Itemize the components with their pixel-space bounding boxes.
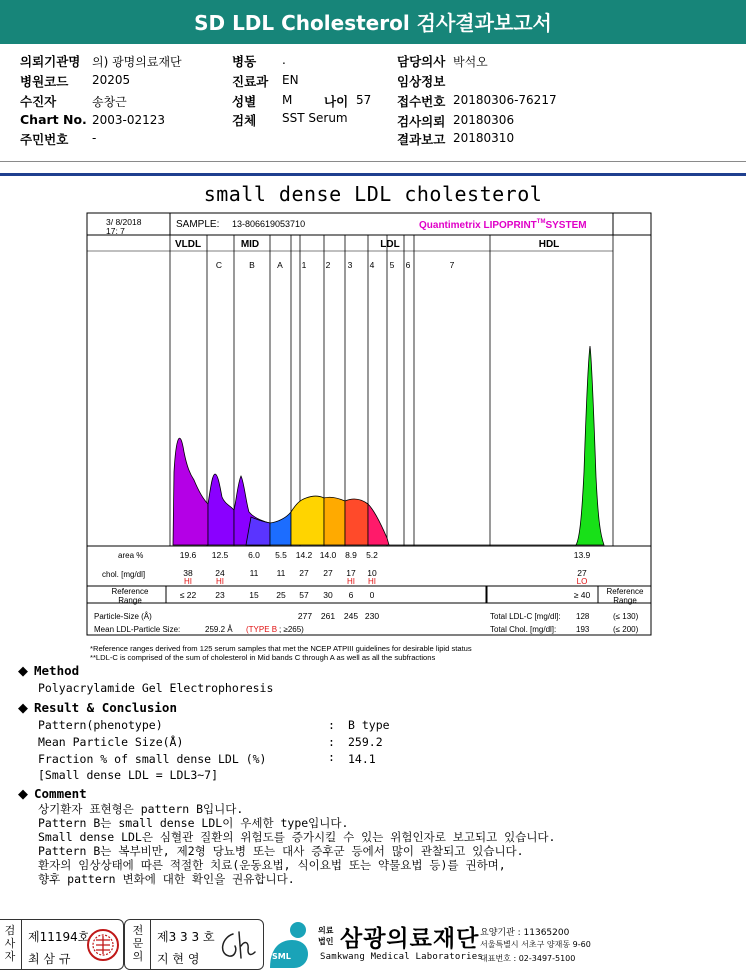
examiner-label: 검사자: [4, 924, 16, 963]
sample-label: SAMPLE:: [176, 219, 220, 230]
total-ldl-label: Total LDL-C [mg/dl]:: [490, 612, 561, 621]
system-tm: TM: [536, 219, 546, 225]
size-label: Mean Particle Size(Å): [38, 735, 184, 749]
flag-value: LO: [576, 577, 588, 586]
comment-line: 환자의 임상상태에 따른 적절한 치료(운동요법, 식이요법 또는 약물요법 등)를 권하며,: [38, 858, 506, 872]
mean-size-value: 259.2 Å: [205, 625, 233, 634]
area-value: 12.5: [211, 550, 229, 560]
patient-label: 수진자: [20, 94, 57, 109]
fraction-label: Fraction % of small dense LDL (%): [38, 752, 267, 766]
examiner-name: 최 삼 규: [28, 952, 71, 966]
sml-logo-icon: [266, 918, 314, 970]
particle-size-value: 245: [343, 611, 359, 621]
comment-heading-text: Comment: [34, 786, 87, 801]
total-chol-value: 193: [576, 625, 590, 634]
department-value: EN: [282, 73, 299, 87]
chart-date: 3/ 8/2018: [106, 217, 142, 227]
flag-value: HI: [347, 577, 355, 586]
result-heading: [18, 700, 177, 716]
system-prefix: Quantimetrix LIPOPRINT: [419, 220, 537, 231]
doctor-value: 박석오: [453, 55, 488, 69]
result-note: [Small dense LDL = LDL3~7]: [38, 768, 219, 782]
logo-badge: SML: [272, 952, 291, 961]
total-chol-label: Total Chol. [mg/dl]:: [490, 625, 557, 634]
report-date-label: 결과보고: [397, 132, 446, 147]
particle-size-value: 230: [364, 611, 380, 621]
ref-value: 30: [323, 590, 333, 600]
diamond-icon: ◆: [18, 701, 28, 716]
ward-value: .: [282, 53, 286, 67]
divider-thick: [0, 173, 746, 176]
total-ldl-ref: (≤ 130): [613, 612, 639, 621]
hospital-code-label: 병원코드: [20, 74, 69, 89]
group-mid: MID: [240, 239, 260, 250]
band-label: B: [249, 260, 255, 270]
chol-row-label: chol. [mg/dl]: [102, 570, 146, 579]
total-chol-ref: (≤ 200): [613, 625, 639, 634]
doctor-label: 담당의사: [397, 54, 446, 69]
band-label: 4: [369, 260, 375, 270]
accession-label: 접수번호: [397, 94, 446, 109]
chol-value: 17: [346, 568, 356, 578]
total-ldl-value: 128: [576, 612, 590, 621]
institution-label: 의뢰기관명: [20, 54, 81, 69]
comment-line: Pattern B는 복부비만, 제2형 당뇨병 또는 대사 증후군 등에서 많이 관찰되고 있습니다.: [38, 844, 524, 858]
report-title: SD LDL Cholesterol 검사결과보고서: [0, 0, 746, 44]
size-value: 259.2: [348, 735, 383, 749]
logo-en: Samkwang Medical Laboratories: [320, 952, 483, 962]
chol-value: 27: [577, 568, 587, 578]
specimen-label: 검체: [232, 113, 257, 128]
chart-time: 17: 7: [106, 226, 125, 236]
comment-line: 상기환자 표현형은 pattern B입니다.: [38, 802, 244, 816]
footnote-1: *Reference ranges derived from 125 serum samples that met the NCEP ATPIII guidelines for desirable lipid status: [90, 644, 472, 653]
group-ldl: LDL: [380, 239, 400, 250]
clinical-info-label: 임상정보: [397, 74, 446, 89]
chol-value: 24: [215, 568, 225, 578]
ref-row-label2: Range: [118, 596, 142, 605]
logo-small-2: 법인: [318, 937, 334, 946]
age-label: 나이: [324, 94, 349, 109]
system-name: [419, 219, 587, 231]
ward-label: 병동: [232, 54, 257, 69]
ref-right-label2: Range: [613, 596, 637, 605]
diamond-icon: ◆: [18, 787, 28, 802]
chol-value: 11: [249, 568, 259, 578]
lipoprint-svg: [86, 212, 652, 667]
ref-value: 23: [215, 590, 225, 600]
flag-value: HI: [216, 577, 224, 586]
chol-value: 38: [183, 568, 193, 578]
ref-value: 6: [348, 590, 354, 600]
ldl-3-peak: [345, 499, 368, 545]
specialist-sep: [150, 919, 151, 970]
sex-value: M: [282, 93, 293, 107]
accession-value: 20180306-76217: [453, 93, 557, 107]
area-value: 6.0: [248, 550, 260, 560]
resident-no-label: 주민번호: [20, 132, 69, 147]
patient-info: [0, 0, 746, 160]
chart-no-label: Chart No.: [20, 112, 87, 127]
area-value: 14.2: [295, 550, 313, 560]
report-date-value: 20180310: [453, 131, 515, 145]
band-label: C: [215, 260, 223, 270]
method-heading-text: Method: [34, 663, 80, 678]
band-label: 1: [301, 260, 307, 270]
system-suffix: SYSTEM: [545, 220, 587, 231]
particle-size-label: Particle-Size (Å): [94, 612, 152, 621]
flag-value: HI: [368, 577, 376, 586]
area-value: 8.9: [345, 550, 357, 560]
chol-value: 27: [299, 568, 309, 578]
method-heading: [18, 663, 79, 679]
type-label: (TYPE B: [246, 625, 278, 634]
area-value: 14.0: [319, 550, 337, 560]
comment-line: Small dense LDL은 심혈관 질환의 위험도를 증가시킬 수 있는 위험인자로 보고되고 있습니다.: [38, 830, 556, 844]
area-value: 13.9: [573, 550, 591, 560]
institution-value: 의) 광명의료재단: [92, 55, 182, 69]
chart-title: small dense LDL cholesterol: [203, 182, 543, 206]
ref-value: 57: [299, 590, 309, 600]
band-label: 6: [405, 260, 411, 270]
area-value: 19.6: [179, 550, 197, 560]
band-label: 7: [449, 260, 455, 270]
ref-value: 15: [249, 590, 259, 600]
chol-value: 10: [367, 568, 377, 578]
lab-address: 서울특별시 서초구 양재동 9-60: [480, 940, 591, 949]
chart-no-value: 2003-02123: [92, 113, 166, 127]
request-date-label: 검사의뢰: [397, 114, 446, 129]
pattern-colon: :: [328, 718, 335, 732]
band-label: 5: [389, 260, 395, 270]
type-ref: ; ≥265): [279, 625, 304, 634]
fraction-colon: :: [328, 750, 335, 764]
band-label: 2: [325, 260, 331, 270]
area-value: 5.2: [366, 550, 378, 560]
pattern-label: Pattern(phenotype): [38, 718, 163, 732]
logo-name: 삼광의료재단: [340, 926, 480, 952]
ref-value: ≤ 22: [179, 590, 197, 600]
lipoprint-chart: [86, 212, 652, 667]
comment-line: Pattern B는 small dense LDL이 우세한 type입니다.: [38, 816, 349, 830]
band-label: 3: [347, 260, 353, 270]
particle-size-value: 277: [297, 611, 313, 621]
examiner-sep: [21, 919, 22, 970]
group-vldl: VLDL: [174, 239, 202, 250]
ref-value: 0: [369, 590, 375, 600]
comment-line: 향후 pattern 변화에 대한 확인을 권유합니다.: [38, 872, 295, 886]
request-date-value: 20180306: [453, 113, 515, 127]
diamond-icon: ◆: [18, 664, 28, 679]
examiner-no: 제11194호: [28, 930, 90, 944]
institution-code: 요양기관 : 11365200: [480, 928, 570, 938]
chol-value: 11: [276, 568, 286, 578]
size-colon: :: [328, 735, 335, 749]
age-value: 57: [356, 93, 372, 107]
particle-size-value: 261: [320, 611, 336, 621]
seal-icon: [86, 928, 120, 962]
pattern-value: B type: [348, 718, 390, 732]
specialist-name: 지 현 영: [157, 952, 200, 966]
logo-small-1: 의료: [318, 926, 334, 935]
result-heading-text: Result & Conclusion: [34, 700, 177, 715]
divider-thin: [0, 161, 746, 162]
area-row-label: area %: [118, 551, 144, 560]
sex-label: 성별: [232, 94, 257, 109]
signature-icon: [215, 928, 259, 964]
patient-value: 송창근: [92, 95, 127, 109]
hospital-code-value: 20205: [92, 73, 131, 87]
lab-phone: 대표번호 : 02-3497-5100: [480, 954, 576, 963]
ldl-2-peak: [324, 497, 345, 545]
band-label: A: [277, 260, 283, 270]
group-hdl: HDL: [538, 239, 560, 250]
resident-no-value: -: [92, 131, 97, 145]
sample-id: 13-806619053710: [232, 219, 306, 229]
ref-row-label: Reference: [111, 587, 149, 596]
department-label: 진료과: [232, 74, 269, 89]
flag-value: HI: [184, 577, 192, 586]
area-value: 5.5: [275, 550, 287, 560]
ref-right-label: Reference: [606, 587, 644, 596]
method-text: Polyacrylamide Gel Electrophoresis: [38, 681, 274, 695]
footnote-2: **LDL-C is comprised of the sum of cholesterol in Mid bands C through A as well as all the subfractions: [90, 653, 436, 662]
specialist-no: 제3 3 3 호: [157, 930, 215, 944]
mean-size-label: Mean LDL-Particle Size:: [94, 625, 181, 634]
chol-value: 27: [323, 568, 333, 578]
comment-heading: [18, 786, 87, 802]
ref-value: ≥ 40: [573, 590, 591, 600]
specialist-label: 전문의: [132, 924, 144, 963]
specimen-value: SST Serum: [282, 111, 348, 125]
ref-value: 25: [276, 590, 286, 600]
fraction-value: 14.1: [348, 752, 376, 766]
